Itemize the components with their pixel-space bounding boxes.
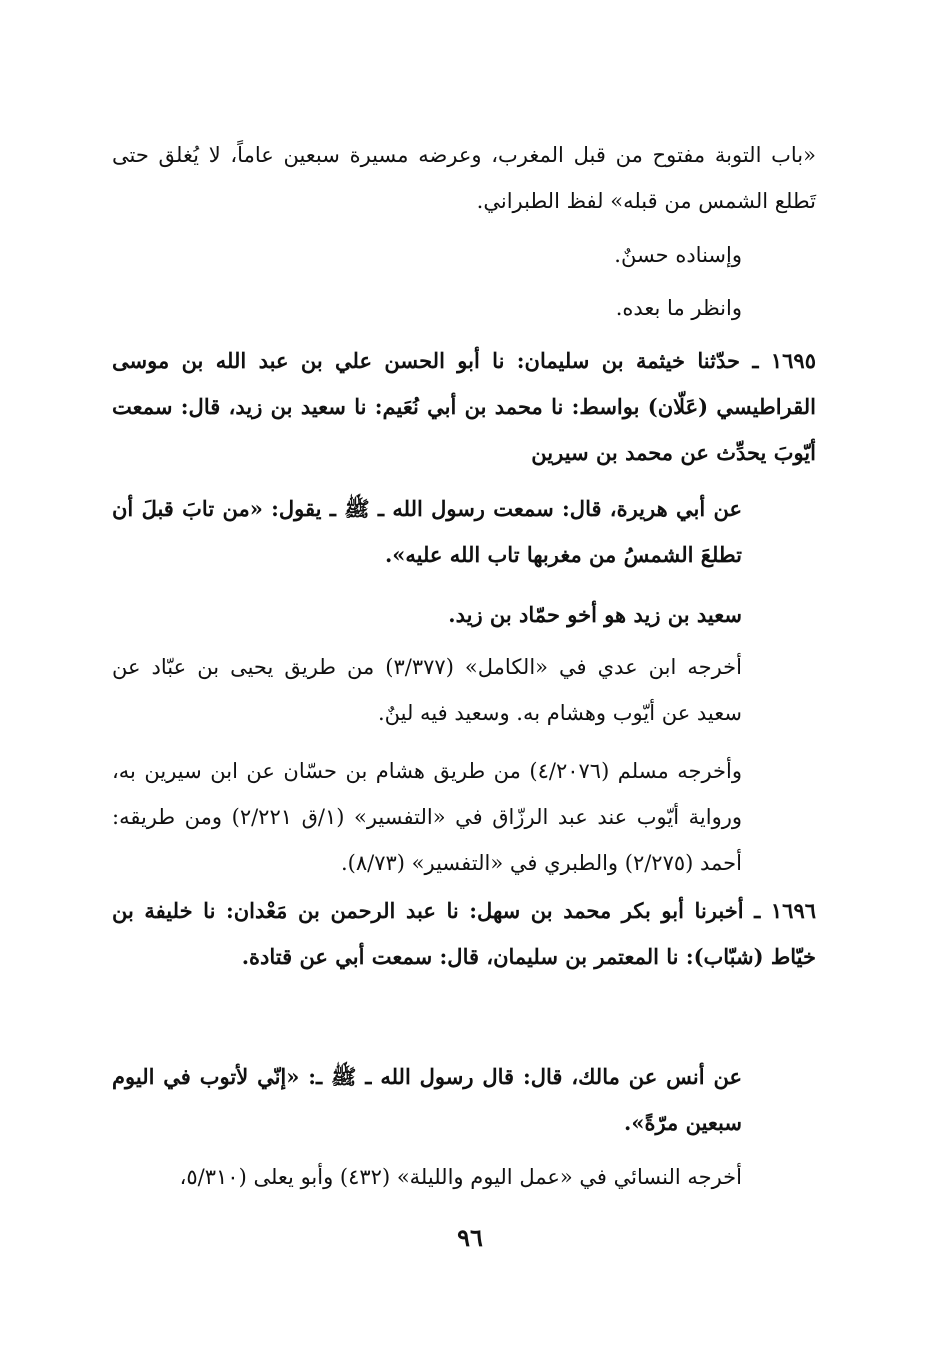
paragraph-text: وأخرجه مسلم (٤/٢٠٧٦) من طريق هشام بن حسّان عن ابن سيرين به، ورواية أيّوب عند عبد الرزّاق في «التفسير» (١/ق ٢/٢٢١) ومن طريقه: أحمد (٢/٢٧٥) والطبري في «التفسير» (٨/٧٣). — [112, 759, 742, 875]
hadith-number: ١٦٩٥ ـ — [752, 348, 816, 373]
hadith-matn-text: عن أنس عن مالك، قال: قال رسول الله ـ ﷺ ـ: «إنّي لأتوب في اليوم سبعين مرّةً». — [112, 1064, 742, 1135]
hadith-number: ١٦٩٦ ـ — [754, 898, 817, 923]
paragraph-text: أخرجه ابن عدي في «الكامل» (٣/٣٧٧) من طريق يحيى بن عبّاد عن سعيد عن أيّوب وهشام به. وسعيد فيه لينٌ. — [112, 655, 742, 725]
hadith-matn-text: عن أبي هريرة، قال: سمعت رسول الله ـ ﷺ ـ يقول: «من تابَ قبلَ أن تطلعَ الشمسُ من مغربها تاب الله عليه». — [112, 496, 742, 567]
takhrij-nasai — [112, 1154, 816, 1200]
hadith-1696-isnad — [112, 888, 816, 980]
hadith-1695-note — [112, 592, 816, 638]
page-number: ٩٦ — [457, 1223, 483, 1252]
paragraph-text: وانظر ما بعده. — [615, 296, 742, 320]
hadith-isnad-text: حدّثنا خيثمة بن سليمان: نا أبو الحسن علي بن عبد الله بن موسى القراطيسي (عَلّان) بواسط: نا محمد بن أبي نُعَيم: نا سعيد بن زيد، قال: سمعت أيّوبَ يحدِّث عن محمد بن سيرين — [112, 348, 816, 465]
takhrij-ibn-adi — [112, 644, 816, 736]
takhrij-muslim — [112, 748, 816, 886]
paragraph-text: وإسناده حسنٌ. — [614, 243, 742, 267]
hadith-1696-matn — [112, 1054, 816, 1146]
paragraph-text: «باب التوبة مفتوح من قبل المغرب، وعرضه مسيرة سبعين عاماً، لا يُغلق حتى تَطلع الشمس من قبله» لفظ الطبراني. — [112, 143, 816, 213]
paragraph-isnad-grade — [112, 232, 816, 278]
hadith-1695-matn — [112, 486, 816, 578]
paragraph-text: أخرجه النسائي في «عمل اليوم والليلة» (٤٣٢) وأبو يعلى (٥/٣١٠، — [179, 1165, 742, 1189]
hadith-isnad-text: أخبرنا أبو بكر محمد بن سهل: نا عبد الرحمن بن مَعْدان: نا خليفة بن خيّاط (شبّاب): نا المعتمر بن سليمان، قال: سمعت أبي عن قتادة. — [112, 898, 816, 969]
paragraph-see-next — [112, 285, 816, 331]
paragraph-hadith-end — [112, 132, 816, 224]
paragraph-text: سعيد بن زيد هو أخو حمّاد بن زيد. — [448, 602, 742, 627]
hadith-1695-isnad — [112, 338, 816, 476]
